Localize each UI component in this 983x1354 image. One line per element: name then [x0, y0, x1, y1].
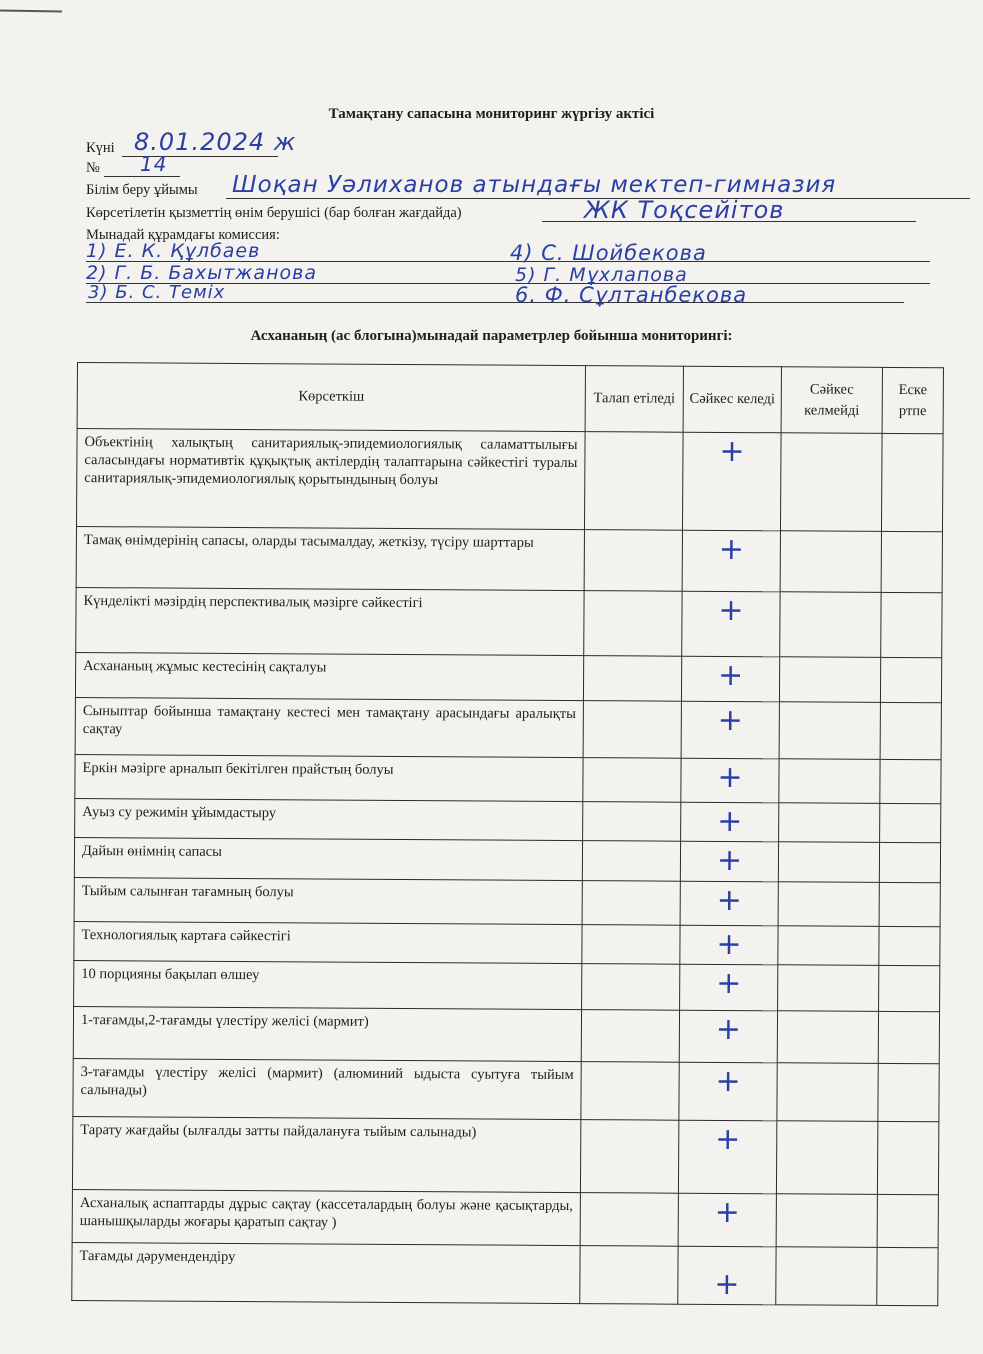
monitoring-table [71, 362, 944, 1306]
note-cell [880, 657, 941, 702]
plus-mark: + [716, 965, 742, 1002]
indicator-cell: Тағамды дәрумендендіру [72, 1242, 580, 1303]
commission-member-4: 4) С. Шойбекова [510, 241, 707, 265]
required-cell [582, 841, 680, 882]
table-row [72, 1189, 938, 1247]
compliant-cell [680, 841, 778, 882]
plus-mark: + [714, 1194, 740, 1231]
noncompliant-cell [778, 882, 879, 927]
noncompliant-cell [776, 1247, 877, 1306]
note-cell [881, 433, 943, 531]
date-label: Күні [86, 140, 115, 156]
note-cell [877, 1247, 938, 1305]
required-cell [581, 1062, 679, 1121]
table-row [74, 877, 940, 926]
compliant-cell [681, 802, 779, 842]
table-row [75, 652, 941, 702]
compliant-cell [678, 1193, 776, 1247]
table-row [72, 1242, 938, 1305]
school-value: Шоқан Уәлиханов атындағы мектеп-гимназия [232, 172, 837, 198]
required-cell [584, 530, 682, 592]
indicator-cell: Тамақ өнімдерінің сапасы, оларды тасымалдау, жеткізу, түсіру шарттары [76, 527, 584, 591]
indicator-cell: Күнделікті мәзірдің перспективалық мәзірге сәйкестігі [76, 587, 584, 655]
required-cell [581, 1010, 679, 1063]
noncompliant-cell [776, 1121, 877, 1195]
number-label: № [86, 160, 100, 176]
noncompliant-cell [778, 842, 879, 883]
plus-mark: + [718, 592, 744, 629]
date-value: 8.01.2024 ж [134, 128, 297, 156]
compliant-cell [678, 1246, 776, 1305]
required-cell [584, 591, 682, 657]
compliant-cell [681, 758, 779, 803]
school-label: Білім беру ұйымы [86, 182, 198, 198]
note-cell [880, 702, 941, 759]
table-header-row [77, 363, 943, 434]
table-row [76, 527, 942, 593]
indicator-cell: Асханалық аспаптарды дұрыс сақтау (кассеталардың болуы және қасықтарды, шанышқыларды жоғары қаратып сақтау ) [72, 1189, 580, 1245]
noncompliant-cell [778, 926, 879, 966]
note-cell [879, 926, 940, 965]
number-value: 14 [140, 152, 168, 176]
noncompliant-cell [778, 965, 879, 1012]
note-cell [877, 1194, 938, 1247]
table-row [72, 1116, 938, 1194]
required-cell [583, 656, 681, 702]
plus-mark: + [717, 702, 743, 739]
required-cell [582, 964, 680, 1011]
table-row [73, 1006, 939, 1063]
required-cell [583, 701, 681, 759]
required-cell [580, 1120, 678, 1194]
note-cell [879, 965, 940, 1011]
column-header-indicator: Көрсеткіш [77, 363, 585, 432]
noncompliant-cell [780, 592, 881, 658]
commission-member-1: 1) Е. К. Құлбаев [86, 240, 261, 262]
required-cell [583, 802, 681, 842]
plus-mark: + [716, 842, 743, 879]
table-row [74, 960, 940, 1011]
required-cell [582, 925, 680, 965]
indicator-cell: Еркін мәзірге арналып бекітілген прайстың болуы [75, 754, 583, 801]
plus-mark: + [719, 433, 745, 470]
indicator-cell: Сыныптар бойынша тамақтану кестесі мен тамақтану арасындағы аралықты сақтау [75, 697, 583, 757]
table-row [75, 697, 941, 759]
column-header-note: Еске ртпе [882, 367, 943, 433]
plus-mark: + [717, 803, 743, 840]
noncompliant-cell [776, 1194, 877, 1248]
required-cell [582, 881, 680, 926]
noncompliant-cell [780, 433, 882, 532]
table-row [74, 921, 940, 965]
plus-mark: + [715, 1063, 741, 1100]
required-cell [580, 1246, 678, 1305]
noncompliant-cell [779, 702, 880, 760]
note-cell [879, 882, 940, 926]
provider-label: Көрсетілетін қызметтің өнім берушісі (бар болған жағдайда) [86, 205, 462, 221]
commission-member-5: 5) Г. Мұхлапова [515, 264, 688, 286]
noncompliant-cell [779, 759, 880, 804]
compliant-cell [682, 530, 780, 592]
compliant-cell [682, 432, 781, 531]
compliant-cell [680, 925, 778, 965]
commission-member-3: 3) Б. С. Теміх [88, 282, 226, 303]
plus-mark: + [717, 657, 744, 694]
plus-mark: + [718, 531, 745, 568]
table-row [76, 587, 942, 657]
table-row [76, 429, 943, 532]
note-cell [878, 1063, 939, 1121]
noncompliant-cell [777, 1011, 878, 1064]
commission-member-2: 2) Г. Б. Бахытжанова [86, 262, 317, 284]
section-subtitle: Асхананың (ас блогына)мынадай параметрлер бойынша мониторингі: [250, 328, 733, 344]
plus-mark: + [716, 882, 742, 919]
note-cell [880, 803, 941, 842]
indicator-cell: 3-тағамды үлестіру желісі (мармит) (алюминий ыдыста суытуға тыйым салынады) [73, 1058, 581, 1119]
compliant-cell [680, 881, 778, 926]
compliant-cell [681, 656, 779, 702]
table-row [74, 837, 940, 882]
note-cell [878, 1011, 939, 1063]
plus-mark: + [716, 926, 742, 963]
note-cell [881, 531, 942, 592]
table-row [73, 1058, 939, 1121]
indicator-cell: Тарату жағдайы (ылғалды затты пайдалануға тыйым салынады) [72, 1116, 580, 1192]
plus-mark: + [715, 1121, 741, 1158]
compliant-cell [679, 1062, 777, 1121]
compliant-cell [679, 1010, 777, 1063]
indicator-cell: Асхананың жұмыс кестесінің сақталуы [75, 652, 583, 700]
note-cell [879, 842, 940, 882]
indicator-cell: Тыйым салынған тағамның болуы [74, 877, 582, 924]
compliant-cell [678, 1120, 776, 1194]
indicator-cell: Объектінің халықтың санитариялық-эпидемиологиялық саламаттылығы саласындағы нормативтік құқықтық актілердің талаптарына сәйкестігі туралы санитариялық-эпидемиологиялық қорытындының болуы [76, 429, 585, 530]
indicator-cell: 1-тағамды,2-тағамды үлестіру желісі (мармит) [73, 1006, 581, 1061]
required-cell [583, 758, 681, 803]
required-cell [580, 1193, 678, 1247]
table-row [75, 754, 941, 803]
provider-value: ЖК Тоқсейітов [584, 196, 785, 224]
noncompliant-cell [779, 657, 880, 703]
noncompliant-cell [779, 803, 880, 843]
indicator-cell: Дайын өнімнің сапасы [74, 837, 582, 880]
plus-mark: + [715, 1011, 742, 1048]
column-header-required: Талап етіледі [585, 366, 683, 433]
indicator-cell: 10 порцияны бақылап өлшеу [74, 960, 582, 1009]
document-title: Тамақтану сапасына мониторинг жүргізу актісі [328, 106, 655, 122]
note-cell [881, 592, 942, 657]
indicator-cell: Технологиялық картаға сәйкестігі [74, 921, 582, 963]
noncompliant-cell [777, 1063, 878, 1122]
compliant-cell [680, 964, 778, 1011]
column-header-noncompliant: Сәйкес келмейді [781, 367, 882, 434]
note-cell [877, 1121, 938, 1194]
plus-mark: + [714, 1266, 740, 1303]
commission-label: Мынадай құрамдағы комиссия: [86, 227, 280, 243]
required-cell [584, 432, 683, 531]
column-header-compliant: Сәйкес келеді [683, 366, 781, 433]
plus-mark: + [717, 759, 743, 796]
commission-member-6: 6. Ф. Сұлтанбекова [515, 283, 748, 307]
table-row [75, 798, 941, 842]
compliant-cell [682, 591, 780, 657]
corner-stroke [0, 9, 62, 12]
number-underline [104, 176, 180, 177]
indicator-cell: Ауыз су режимін ұйымдастыру [75, 798, 583, 840]
note-cell [880, 759, 941, 803]
noncompliant-cell [780, 531, 881, 593]
compliant-cell [681, 701, 779, 759]
